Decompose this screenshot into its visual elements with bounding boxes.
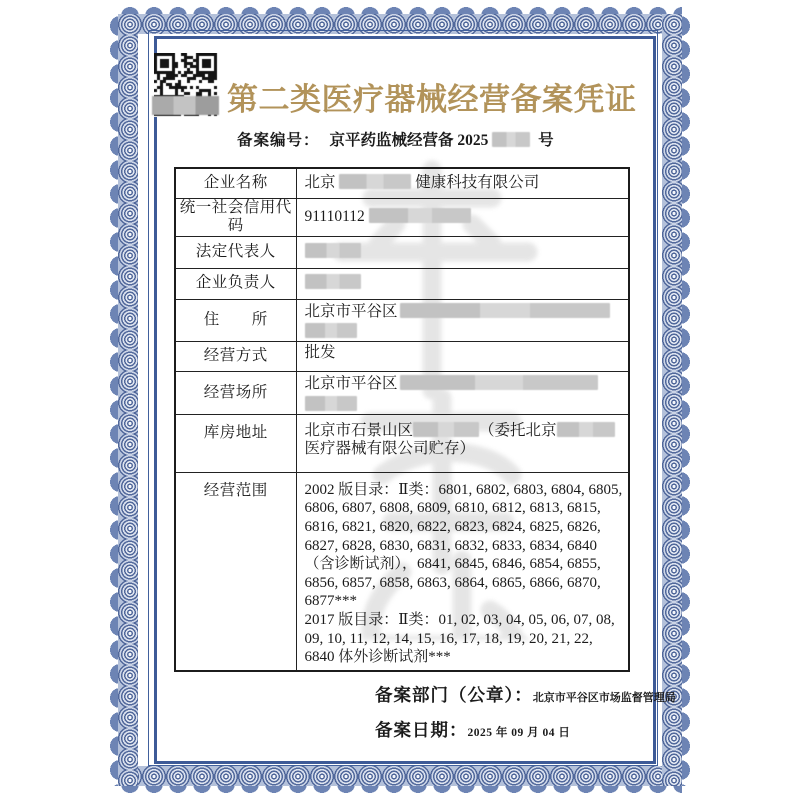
field-label-residence: 住 所 (175, 299, 296, 342)
redaction (305, 323, 357, 338)
border-band-bottom (118, 766, 682, 786)
border-scallop-bottom (118, 785, 682, 794)
field-value-residence: 北京市平谷区 (296, 299, 629, 342)
field-value-warehouse-address: 北京市石景山区 （委托北京医疗器械有限公司贮存） (296, 414, 629, 472)
table-row (175, 414, 629, 472)
field-label-company-name: 企业名称 (175, 168, 296, 198)
table-row (175, 299, 629, 342)
field-label-business-premises: 经营场所 (175, 372, 296, 415)
table-row (175, 168, 629, 198)
record-department-value: 北京市平谷区市场监督管理局 (532, 692, 676, 704)
table-row (175, 268, 629, 299)
border-band-left (118, 14, 138, 786)
record-department-line (375, 682, 676, 707)
record-number-suffix: 号 (538, 132, 554, 149)
redaction (413, 422, 479, 437)
redaction (339, 174, 411, 189)
qr-redaction-bar (152, 96, 219, 115)
redaction (400, 303, 610, 318)
field-label-legal-rep: 法定代表人 (175, 236, 296, 268)
table-row (175, 472, 629, 670)
table-row (175, 372, 629, 415)
certificate-title: 第二类医疗器械经营备案凭证 (227, 82, 637, 117)
field-value-credit-code: 91110112 (296, 198, 629, 236)
scope-catalog-2002: 2002 版目录：Ⅱ类：6801, 6802, 6803, 6804, 6805, 6806, 6807, 6808, 6809, 6810, 6812, 6813, 6815, 6816, 6821, 6820, 6822, 6823, 6824, 6825, 6826, 6827, 6828, 6830, 6831, 6832, 6833, 6834, 6840（含诊断试剂），6841, 6845, 6846, 6854, 6855, 6856, 6857, 6858, 6863, 6864, 6865, 6866, 6870, 6877*** (304, 481, 623, 610)
record-number-line (237, 128, 554, 150)
field-value-business-scope (296, 472, 629, 670)
record-number-value: 京平药监械经营备 2025 (329, 132, 489, 149)
field-value-business-mode: 批发 (296, 342, 629, 372)
redaction (305, 243, 361, 258)
redaction (557, 422, 615, 437)
record-date-label: 备案日期： (375, 720, 468, 740)
field-value-company-name: 北京 健康科技有限公司 (296, 168, 629, 198)
redaction (305, 396, 357, 411)
field-label-business-scope: 经营范围 (175, 472, 296, 670)
redaction (400, 375, 598, 390)
field-label-warehouse-address: 库房地址 (175, 414, 296, 472)
record-department-label: 备案部门（公章）： (375, 685, 533, 705)
field-label-credit-code: 统一社会信用代码 (175, 198, 296, 236)
certificate-table (174, 167, 630, 672)
field-label-business-mode: 经营方式 (175, 342, 296, 372)
record-number-label: 备案编号： (237, 132, 320, 149)
scope-catalog-2017: 2017 版目录：Ⅱ类：01, 02, 03, 04, 05, 06, 07, 08, 09, 10, 11, 12, 14, 15, 16, 17, 18, 19, 20, 21, 22, 6840 体外诊断试剂*** (304, 612, 615, 666)
record-date-line (375, 717, 570, 742)
table-row (175, 342, 629, 372)
redaction (305, 274, 361, 289)
field-value-company-manager (296, 268, 629, 299)
border-band-right (662, 14, 682, 786)
record-date-value: 2025 年 09 月 04 日 (467, 727, 571, 739)
field-value-business-premises: 北京市平谷区 (296, 372, 629, 415)
table-row (175, 236, 629, 268)
redaction (369, 208, 471, 223)
table-row (175, 198, 629, 236)
field-label-company-manager: 企业负责人 (175, 268, 296, 299)
record-number-redaction (492, 132, 530, 147)
border-scallop-right (681, 14, 691, 786)
field-value-legal-rep (296, 236, 629, 268)
